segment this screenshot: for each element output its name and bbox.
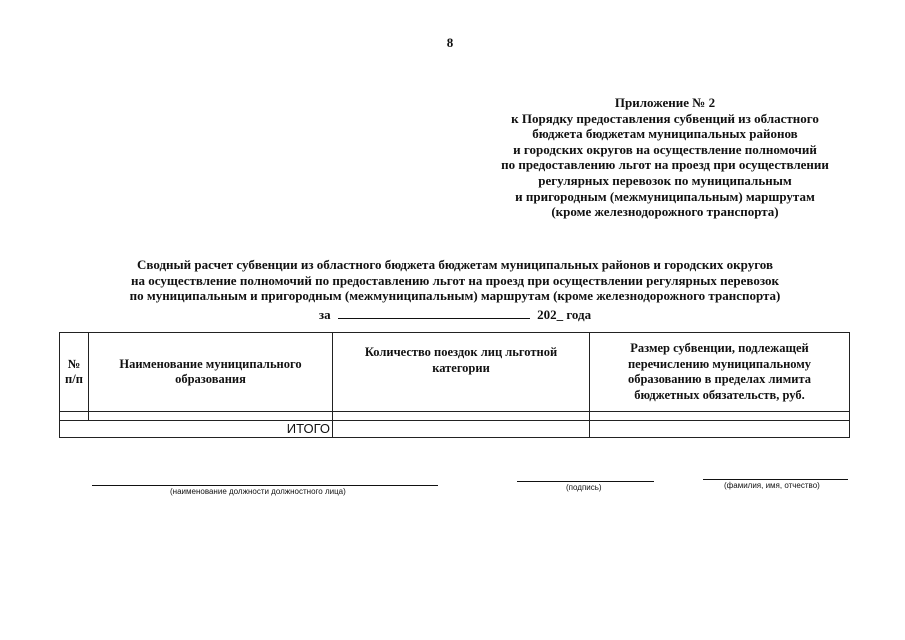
header-number: № п/п	[60, 333, 89, 412]
position-caption: (наименование должности должностного лица)	[170, 487, 346, 496]
name-signature-line	[703, 479, 848, 480]
table-row	[60, 412, 850, 421]
period-line	[60, 306, 850, 323]
appendix-line: регулярных перевозок по муниципальным	[538, 172, 792, 188]
table-cell	[590, 412, 850, 421]
total-trips-cell	[333, 421, 590, 438]
total-subsidy-cell	[590, 421, 850, 438]
header-subsidy: Размер субвенции, подлежащей перечислению муниципальному образованию в пределах лимита бюджетных обязательств, руб.	[590, 333, 850, 412]
subsidy-table	[59, 332, 850, 438]
signature-caption: (подпись)	[566, 483, 602, 492]
appendix-header	[470, 95, 860, 220]
period-prefix: за	[318, 307, 331, 322]
header-trips: Количество поездок лиц льготной категории	[333, 333, 590, 412]
period-year: 202_ года	[537, 307, 592, 322]
title-line: Сводный расчет субвенции из областного бюджета бюджетам муниципальных районов и городских округов	[137, 257, 773, 272]
appendix-line: к Порядку предоставления субвенций из областного	[511, 110, 819, 126]
position-signature-line	[92, 485, 438, 486]
period-blank-field	[338, 306, 530, 319]
table-cell	[89, 412, 333, 421]
appendix-line: (кроме железнодорожного транспорта)	[551, 204, 779, 220]
table-header-row	[60, 333, 850, 412]
appendix-line: и городских округов на осуществление полномочий	[513, 141, 817, 157]
appendix-line: по предоставлению льгот на проезд при осуществлении	[501, 157, 829, 173]
name-caption: (фамилия, имя, отчество)	[724, 481, 820, 490]
table-cell	[333, 412, 590, 421]
table-cell	[60, 412, 89, 421]
page-number: 8	[446, 35, 454, 50]
title-line: по муниципальным и пригородным (межмуниципальным) маршрутам (кроме железнодорожного транспорта)	[129, 288, 781, 303]
appendix-line: Приложение № 2	[614, 95, 716, 110]
title-line: на осуществление полномочий по предоставлению льгот на проезд при осуществлении регулярных перевозок	[131, 272, 779, 288]
table-total-row	[60, 421, 850, 438]
document-title	[60, 257, 850, 304]
appendix-line: и пригородным (межмуниципальным) маршрутам	[515, 188, 815, 204]
appendix-line: бюджета бюджетам муниципальных районов	[532, 126, 798, 142]
header-municipality: Наименование муниципального образования	[89, 333, 333, 412]
signature-line	[517, 481, 654, 482]
total-label: ИТОГО	[60, 421, 333, 438]
